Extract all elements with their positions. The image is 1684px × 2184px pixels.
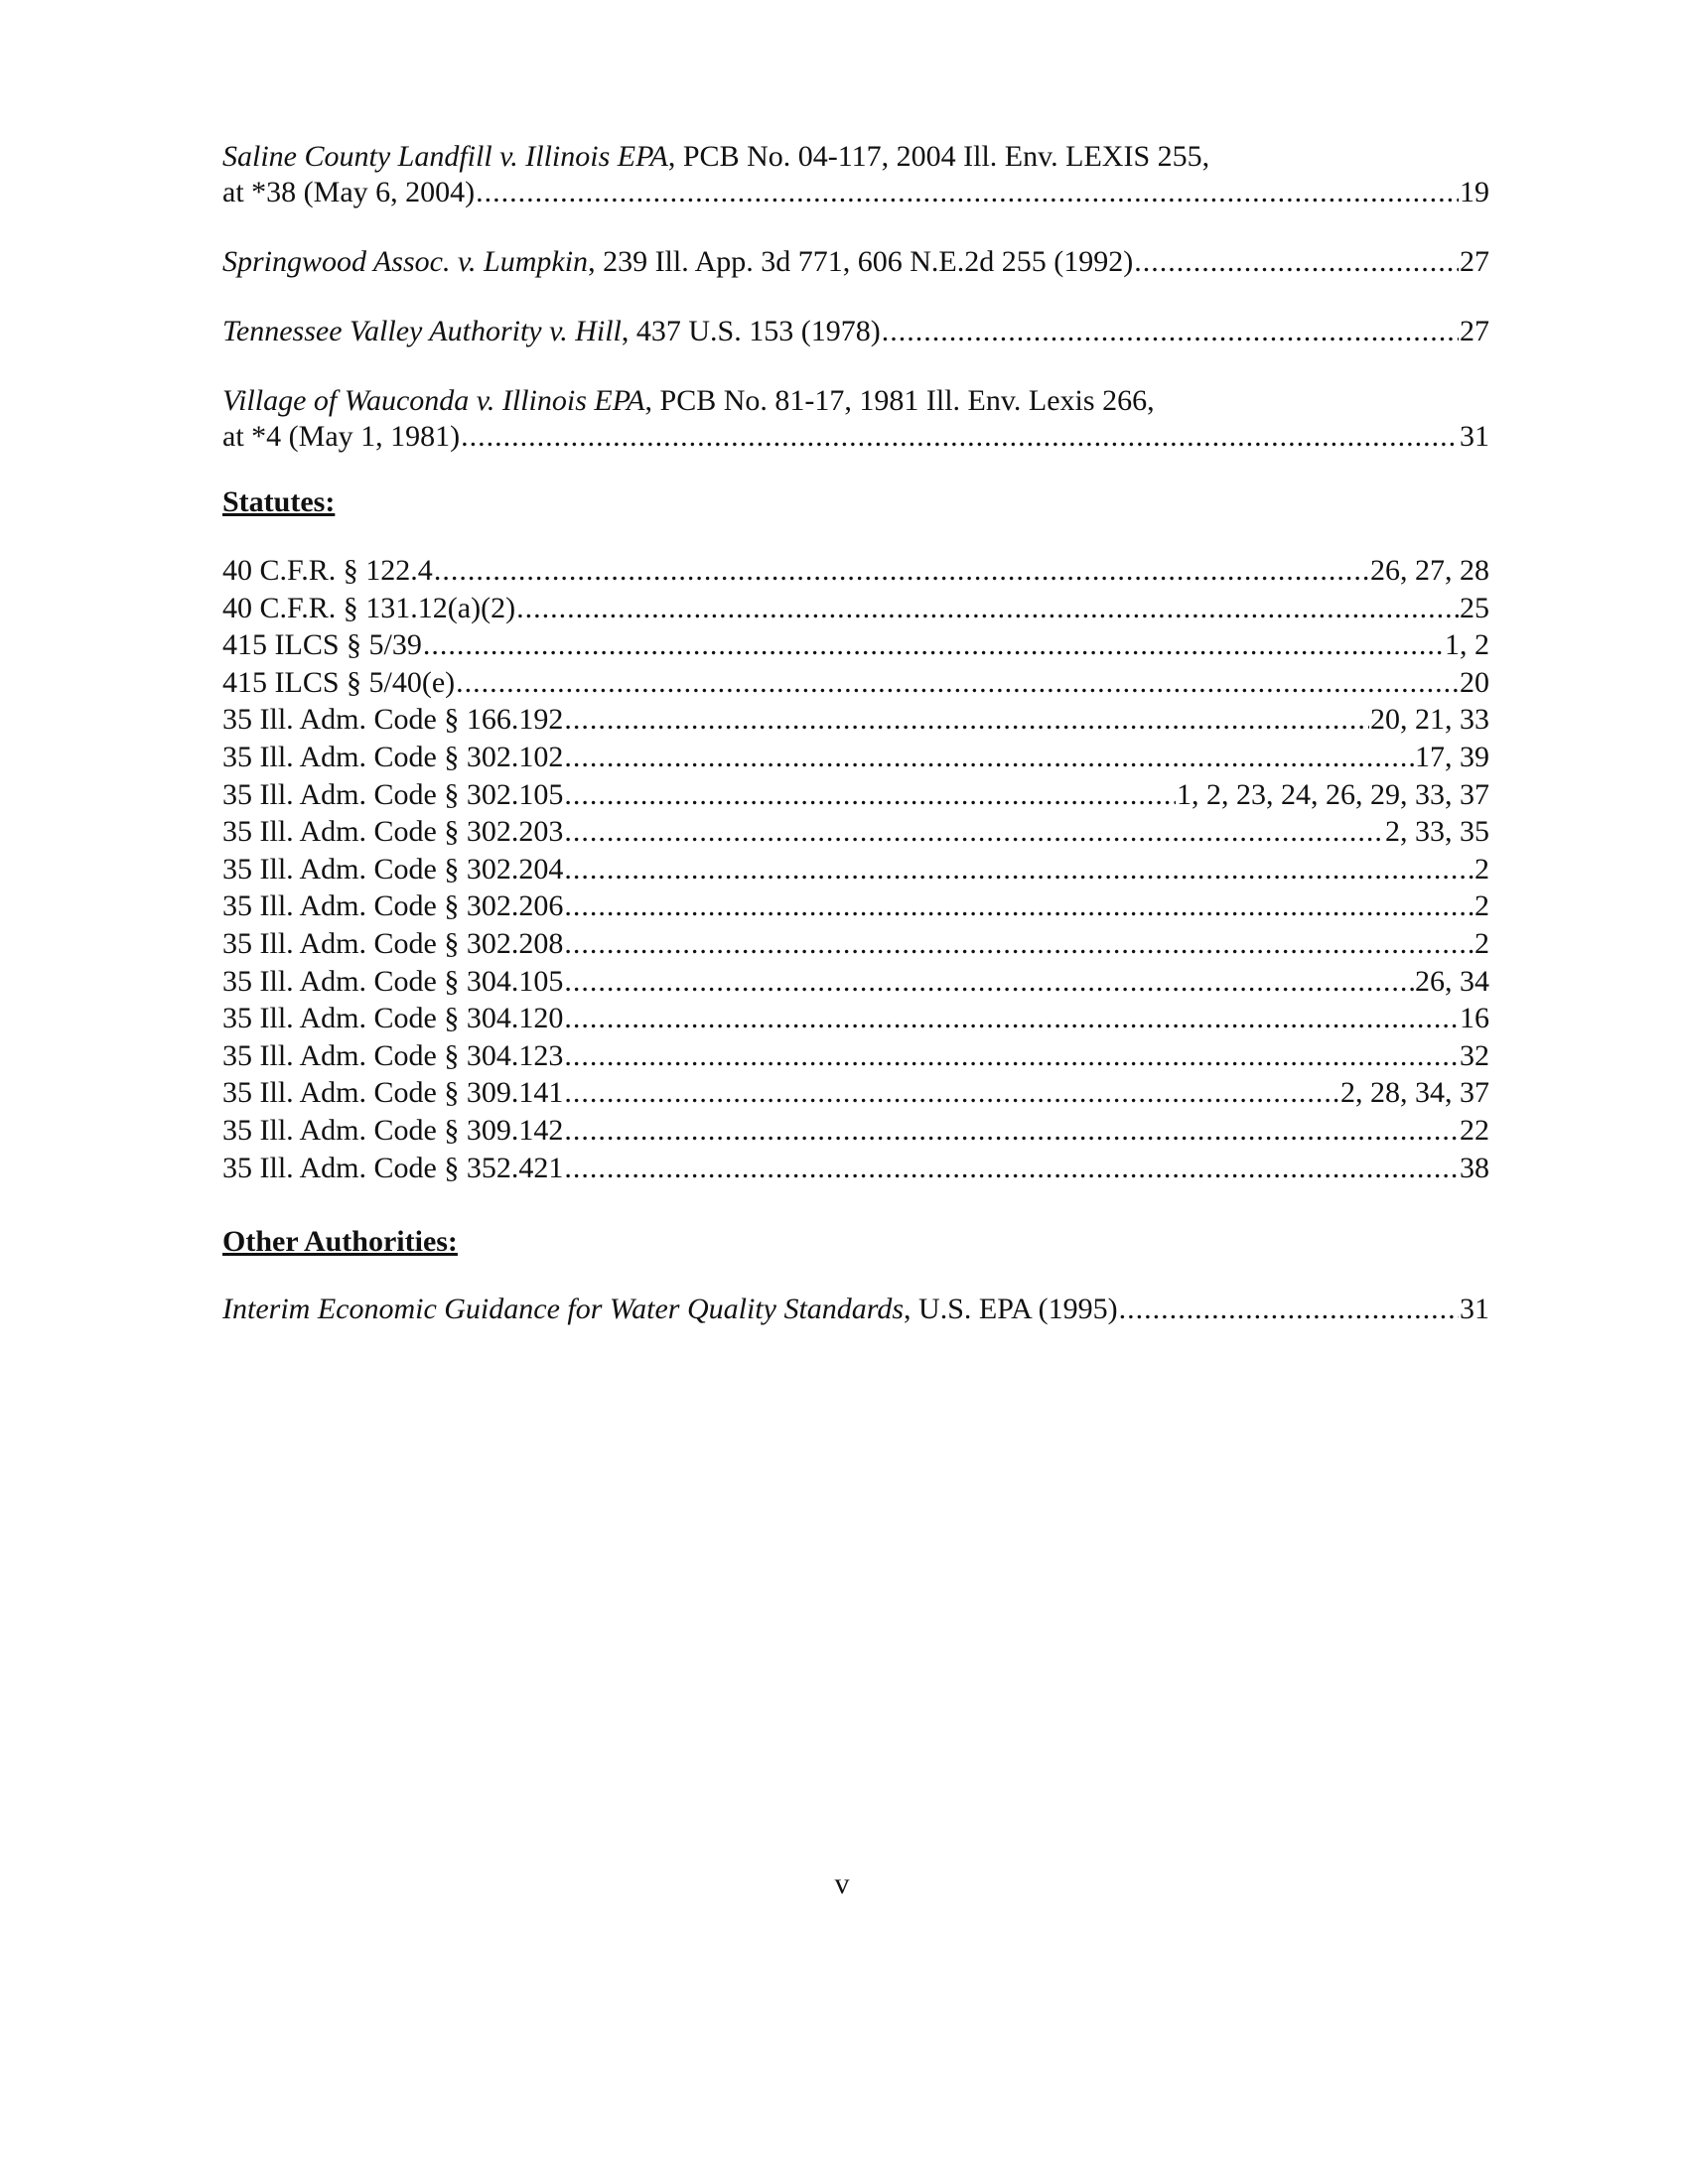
statute-citation: 35 Ill. Adm. Code § 302.204	[222, 852, 564, 886]
dot-leader	[564, 813, 1384, 851]
statute-citation: 40 C.F.R. § 131.12(a)(2)	[222, 591, 516, 624]
statute-citation: 35 Ill. Adm. Code § 302.206	[222, 889, 564, 923]
statute-entry	[222, 1000, 1489, 1037]
case-citation: , PCB No. 04-117, 2004 Ill. Env. LEXIS 255,	[667, 140, 1210, 173]
statute-citation: 35 Ill. Adm. Code § 166.192	[222, 703, 564, 737]
dot-leader	[564, 1150, 1459, 1187]
dot-leader	[564, 701, 1369, 739]
dot-leader	[564, 1074, 1339, 1112]
statute-entry	[222, 813, 1489, 851]
statute-entry	[222, 1150, 1489, 1187]
dot-leader	[564, 851, 1474, 888]
statute-entry	[222, 664, 1489, 702]
page-reference: 2	[1474, 889, 1489, 923]
page-reference: 20, 21, 33	[1370, 703, 1489, 737]
statute-entry	[222, 925, 1489, 963]
statute-citation: 35 Ill. Adm. Code § 309.142	[222, 1113, 564, 1147]
dot-leader	[423, 626, 1444, 664]
statute-entry	[222, 701, 1489, 739]
dot-leader	[564, 887, 1474, 925]
dot-leader	[564, 739, 1414, 776]
page-reference: 22	[1460, 1113, 1489, 1147]
page-reference: 31	[1460, 1293, 1489, 1326]
statute-citation: 35 Ill. Adm. Code § 304.120	[222, 1002, 564, 1035]
case-name: Springwood Assoc. v. Lumpkin	[222, 245, 589, 278]
statute-entry	[222, 963, 1489, 1001]
page-reference: 2, 28, 34, 37	[1340, 1076, 1489, 1110]
page-reference: 32	[1460, 1038, 1489, 1072]
table-of-authorities	[222, 139, 1489, 1327]
statute-entry	[222, 590, 1489, 627]
statute-entry	[222, 851, 1489, 888]
dot-leader	[564, 925, 1474, 963]
dot-leader	[564, 1000, 1459, 1037]
case-citation-continued: at *38 (May 6, 2004)	[222, 176, 476, 208]
statute-citation: 415 ILCS § 5/39	[222, 628, 422, 662]
statute-citation: 415 ILCS § 5/40(e)	[222, 665, 456, 699]
other-authorities-heading: Other Authorities:	[222, 1225, 458, 1259]
statute-entry	[222, 776, 1489, 814]
dot-leader	[564, 963, 1414, 1001]
page-reference: 26, 27, 28	[1370, 554, 1489, 587]
dot-leader	[434, 552, 1369, 590]
page-reference: 17, 39	[1415, 740, 1489, 773]
page-reference: 26, 34	[1415, 964, 1489, 998]
statute-list	[222, 552, 1489, 1186]
statute-entry	[222, 626, 1489, 664]
statutes-heading: Statutes:	[222, 485, 336, 518]
case-entry-village-of-wauconda	[222, 383, 1489, 455]
page-reference: 1, 2, 23, 24, 26, 29, 33, 37	[1177, 777, 1489, 811]
case-entry-springwood	[222, 244, 1489, 280]
statute-citation: 35 Ill. Adm. Code § 302.102	[222, 740, 564, 773]
page-reference: 19	[1460, 176, 1489, 208]
page-number: v	[834, 1867, 850, 1900]
page-reference: 16	[1460, 1002, 1489, 1035]
dot-leader	[516, 590, 1459, 627]
statute-citation: 35 Ill. Adm. Code § 302.105	[222, 777, 564, 811]
statute-citation: 35 Ill. Adm. Code § 304.123	[222, 1038, 564, 1072]
page-reference: 20	[1460, 665, 1489, 699]
dot-leader	[456, 664, 1459, 702]
statute-citation: 35 Ill. Adm. Code § 302.203	[222, 815, 564, 849]
dot-leader	[564, 776, 1176, 814]
case-citation: , PCB No. 81-17, 1981 Ill. Env. Lexis 266,	[644, 384, 1155, 417]
statute-entry	[222, 1037, 1489, 1075]
page-reference: 38	[1460, 1151, 1489, 1184]
case-name: Saline County Landfill v. Illinois EPA	[222, 140, 668, 173]
case-citation: , 437 U.S. 153 (1978)	[621, 315, 881, 347]
case-entry-saline-county	[222, 139, 1489, 210]
dot-leader	[461, 419, 1459, 455]
dot-leader	[1119, 1292, 1459, 1327]
dot-leader	[564, 1037, 1459, 1075]
page-reference: 31	[1460, 420, 1489, 453]
statute-citation: 35 Ill. Adm. Code § 309.141	[222, 1076, 564, 1110]
other-authority-entry	[222, 1292, 1489, 1327]
page-reference: 2	[1474, 926, 1489, 960]
statute-citation: 40 C.F.R. § 122.4	[222, 554, 433, 587]
case-name: Tennessee Valley Authority v. Hill	[222, 315, 622, 347]
case-entry-tennessee-valley	[222, 314, 1489, 349]
dot-leader	[1134, 244, 1459, 280]
dot-leader	[564, 1112, 1459, 1150]
page-reference: 27	[1460, 315, 1489, 347]
statute-entry	[222, 1112, 1489, 1150]
statute-citation: 35 Ill. Adm. Code § 304.105	[222, 964, 564, 998]
page-reference: 2, 33, 35	[1385, 815, 1489, 849]
dot-leader	[882, 314, 1459, 349]
statute-citation: 35 Ill. Adm. Code § 352.421	[222, 1151, 564, 1184]
authority-citation: , U.S. EPA (1995)	[904, 1293, 1118, 1326]
page-reference: 25	[1460, 591, 1489, 624]
statute-entry	[222, 739, 1489, 776]
statute-entry	[222, 887, 1489, 925]
authority-title: Interim Economic Guidance for Water Quality Standards	[222, 1293, 905, 1326]
page-reference: 1, 2	[1445, 628, 1489, 662]
statute-entry	[222, 552, 1489, 590]
page-reference: 27	[1460, 245, 1489, 278]
statute-citation: 35 Ill. Adm. Code § 302.208	[222, 926, 564, 960]
statute-entry	[222, 1074, 1489, 1112]
case-citation: , 239 Ill. App. 3d 771, 606 N.E.2d 255 (1992)	[588, 245, 1134, 278]
page-reference: 2	[1474, 852, 1489, 886]
case-citation-continued: at *4 (May 1, 1981)	[222, 420, 461, 453]
case-name: Village of Wauconda v. Illinois EPA	[222, 384, 645, 417]
dot-leader	[476, 175, 1459, 210]
